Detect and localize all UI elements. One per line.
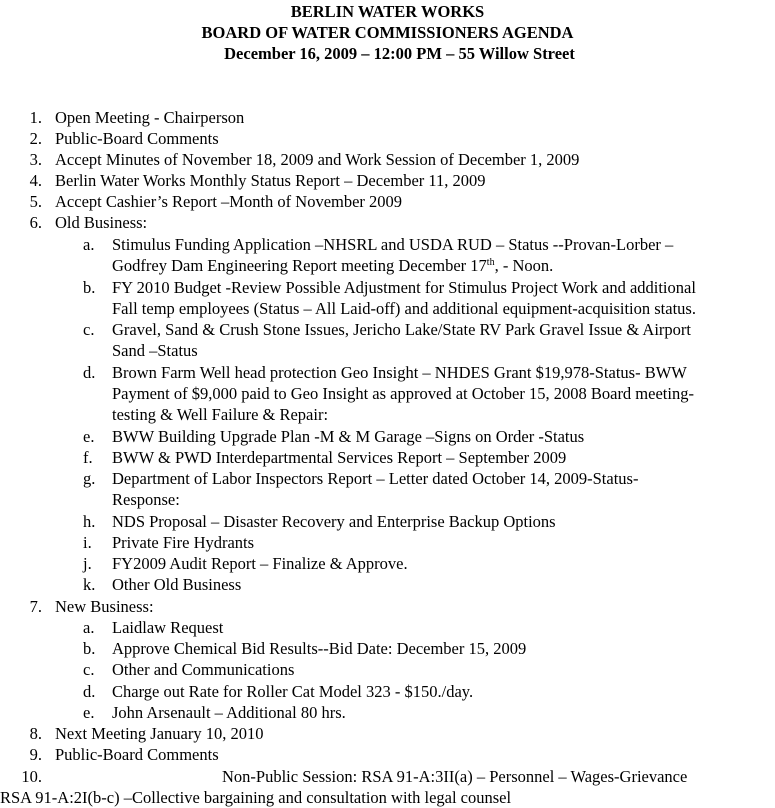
item-letter: c. xyxy=(83,320,95,339)
item-number: 4. xyxy=(29,171,42,190)
meeting-info: December 16, 2009 – 12:00 PM – 55 Willow Street xyxy=(224,44,575,63)
item-letter: e. xyxy=(83,703,95,722)
item-text: Open Meeting - Chairperson xyxy=(55,108,245,127)
item-text: Other Old Business xyxy=(112,575,242,594)
item-text: Charge out Rate for Roller Cat Model 323 - $150./day. xyxy=(112,682,474,701)
item-letter: f. xyxy=(83,448,93,467)
item-text: Public-Board Comments xyxy=(55,129,219,148)
item-text-continued: Payment of $9,000 paid to Geo Insight as approved at October 15, 2008 Board meeting- xyxy=(112,384,694,403)
item-letter: c. xyxy=(83,660,95,679)
item-number: 7. xyxy=(29,597,42,616)
item-text: Laidlaw Request xyxy=(112,618,224,637)
agenda-title: BOARD OF WATER COMMISSIONERS AGENDA xyxy=(201,23,574,42)
item-letter: j. xyxy=(83,554,92,573)
item-text-continued: RSA 91-A:2I(b-c) –Collective bargaining and consultation with legal counsel xyxy=(0,788,512,807)
item-text: Other and Communications xyxy=(112,660,295,679)
item-letter: g. xyxy=(83,469,96,488)
item-text: John Arsenault – Additional 80 hrs. xyxy=(112,703,346,722)
item-text: Department of Labor Inspectors Report – Letter dated October 14, 2009-Status- xyxy=(112,469,639,488)
item-text-continued: Sand –Status xyxy=(112,341,198,360)
item-text: Stimulus Funding Application –NHSRL and USDA RUD – Status --Provan-Lorber – xyxy=(112,235,674,254)
item-letter: e. xyxy=(83,427,95,446)
item-text-continued: Godfrey Dam Engineering Report meeting December 17th, - Noon. xyxy=(112,256,554,275)
item-text-continued: Response: xyxy=(112,490,180,509)
item-text: BWW & PWD Interdepartmental Services Report – September 2009 xyxy=(112,448,567,467)
item-letter: h. xyxy=(83,512,96,531)
item-text: New Business: xyxy=(55,597,154,616)
item-text: Brown Farm Well head protection Geo Insight – NHDES Grant $19,978-Status- BWW xyxy=(112,363,687,382)
item-number: 3. xyxy=(29,150,42,169)
item-number: 6. xyxy=(29,213,42,232)
item-text: Accept Cashier’s Report –Month of November 2009 xyxy=(55,192,403,211)
item-text: Accept Minutes of November 18, 2009 and Work Session of December 1, 2009 xyxy=(55,150,580,169)
item-text-continued: testing & Well Failure & Repair: xyxy=(112,405,329,424)
item-text: Public-Board Comments xyxy=(55,745,219,764)
item-letter: i. xyxy=(83,533,92,552)
item-text-continued: Fall temp employees (Status – All Laid-off) and additional equipment-acquisition status. xyxy=(112,299,696,318)
item-letter: d. xyxy=(83,363,96,382)
item-text: Berlin Water Works Monthly Status Report – December 11, 2009 xyxy=(55,171,486,190)
org-name: BERLIN WATER WORKS xyxy=(290,2,485,21)
item-number: 2. xyxy=(29,129,42,148)
item-text: Approve Chemical Bid Results--Bid Date: December 15, 2009 xyxy=(112,639,527,658)
item-text: Private Fire Hydrants xyxy=(112,533,255,552)
item-letter: b. xyxy=(83,639,96,658)
item-letter: a. xyxy=(83,235,95,254)
item-text: Gravel, Sand & Crush Stone Issues, Jericho Lake/State RV Park Gravel Issue & Airport xyxy=(112,320,691,339)
item-number: 8. xyxy=(29,724,42,743)
item-number: 9. xyxy=(29,745,42,764)
item-number: 1. xyxy=(29,108,42,127)
item-number: 10. xyxy=(21,767,42,786)
item-text: Non-Public Session: RSA 91-A:3II(a) – Personnel – Wages-Grievance xyxy=(222,767,688,786)
item-text: Next Meeting January 10, 2010 xyxy=(55,724,264,743)
item-text: FY2009 Audit Report – Finalize & Approve. xyxy=(112,554,408,573)
item-number: 5. xyxy=(29,192,42,211)
item-letter: b. xyxy=(83,278,96,297)
item-letter: a. xyxy=(83,618,95,637)
item-text: BWW Building Upgrade Plan -M & M Garage –Signs on Order -Status xyxy=(112,427,585,446)
item-text: Old Business: xyxy=(55,213,148,232)
item-letter: d. xyxy=(83,682,96,701)
item-letter: k. xyxy=(83,575,96,594)
item-text: FY 2010 Budget -Review Possible Adjustment for Stimulus Project Work and additional xyxy=(112,278,696,297)
item-text: NDS Proposal – Disaster Recovery and Enterprise Backup Options xyxy=(112,512,556,531)
